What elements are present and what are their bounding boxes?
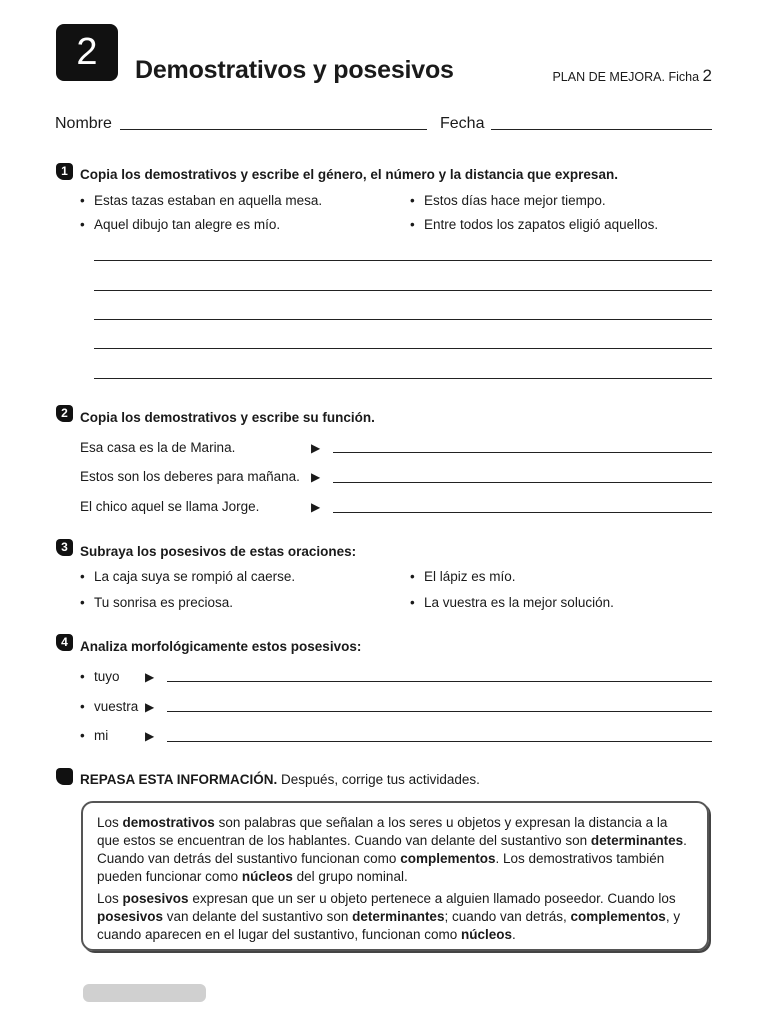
q2-item-3: El chico aquel se llama Jorge. (80, 499, 260, 514)
bold-term: determinantes (352, 909, 445, 924)
q1-answer-line-5[interactable] (94, 378, 712, 379)
date-label: Fecha (440, 115, 485, 132)
ficha-number: 2 (702, 66, 712, 85)
q4-item-3: • mi (80, 728, 108, 743)
q3-item-2: • El lápiz es mío. (410, 569, 516, 584)
q3-item-1: • La caja suya se rompió al caerse. (80, 569, 295, 584)
question-1-number: 1 (56, 163, 73, 180)
q4-answer-line-2[interactable] (167, 711, 712, 712)
question-4-instruction: Analiza morfológicamente estos posesivos: (80, 639, 362, 654)
q1-item-1: • Estas tazas estaban en aquella mesa. (80, 193, 322, 208)
q2-item-1: Esa casa es la de Marina. (80, 440, 236, 455)
bold-term: núcleos (241, 869, 293, 884)
arrow-icon: ▶ (311, 470, 321, 484)
bold-term: complementos (570, 909, 666, 924)
question-4-number: 4 (56, 634, 73, 651)
review-heading-row (80, 772, 480, 787)
q2-answer-line-3[interactable] (333, 512, 712, 513)
review-subtext: Después, corrige tus actividades. (281, 772, 480, 787)
bold-term: posesivos (122, 891, 189, 906)
bold-term: núcleos (461, 927, 513, 942)
arrow-icon: ▶ (311, 441, 321, 455)
q3-item-3: • Tu sonrisa es preciosa. (80, 595, 233, 610)
q4-answer-line-3[interactable] (167, 741, 712, 742)
arrow-icon: ▶ (145, 670, 155, 684)
q4-item-1: • tuyo (80, 669, 120, 684)
arrow-icon: ▶ (311, 500, 321, 514)
q1-answer-line-2[interactable] (94, 290, 712, 291)
q2-item-2: Estos son los deberes para mañana. (80, 469, 300, 484)
q1-answer-line-3[interactable] (94, 319, 712, 320)
review-badge (56, 768, 73, 785)
info-box (81, 801, 709, 951)
q1-item-4: • Entre todos los zapatos eligió aquellos. (410, 217, 658, 232)
q1-item-3: • Aquel dibujo tan alegre es mío. (80, 217, 280, 232)
question-3-number: 3 (56, 539, 73, 556)
q4-answer-line-1[interactable] (167, 681, 712, 682)
footer-bar (83, 984, 206, 1002)
plan-text: PLAN DE MEJORA. (552, 70, 665, 84)
info-paragraph-demostrativos: Los demostrativos son palabras que señalan a los seres u objetos y expresan la distancia a la que estos se encuentran de los hablantes. Cuando van delante del sustantivo son determinantes. Cuando van detrás del sustantivo funcionan como complementos. Los demostrativos también pueden funcionar como núcleos del grupo nominal. (97, 815, 687, 884)
bold-term: posesivos (97, 909, 164, 924)
bold-term: complementos (400, 851, 496, 866)
arrow-icon: ▶ (145, 700, 155, 714)
q2-answer-line-1[interactable] (333, 452, 712, 453)
question-1-instruction: Copia los demostrativos y escribe el género, el número y la distancia que expresan. (80, 167, 618, 182)
name-field[interactable] (120, 129, 427, 130)
q2-answer-line-2[interactable] (333, 482, 712, 483)
q3-item-4: • La vuestra es la mejor solución. (410, 595, 614, 610)
question-3-instruction: Subraya los posesivos de estas oraciones: (80, 544, 357, 559)
bold-term: determinantes (590, 833, 684, 848)
name-label: Nombre (55, 115, 112, 132)
info-paragraph-posesivos: Los posesivos expresan que un ser u objeto pertenece a alguien llamado poseedor. Cuando los posesivos van delante del sustantivo son determinantes; cuando van detrás, complementos, y cuando aparecen en el lugar del sustantivo, funcionan como núcleos. (97, 891, 681, 942)
bold-term: demostrativos (122, 815, 215, 830)
q1-answer-line-1[interactable] (94, 260, 712, 261)
plan-label (552, 66, 712, 86)
question-2-number: 2 (56, 405, 73, 422)
page-title: Demostrativos y posesivos (135, 56, 454, 84)
question-2-instruction: Copia los demostrativos y escribe su función. (80, 410, 375, 425)
unit-number-badge: 2 (56, 24, 118, 81)
q1-item-2: • Estos días hace mejor tiempo. (410, 193, 606, 208)
q1-answer-line-4[interactable] (94, 348, 712, 349)
ficha-text: Ficha (668, 70, 700, 84)
review-heading: REPASA ESTA INFORMACIÓN. (80, 772, 278, 787)
arrow-icon: ▶ (145, 729, 155, 743)
q4-item-2: • vuestra (80, 699, 138, 714)
date-field[interactable] (491, 129, 712, 130)
